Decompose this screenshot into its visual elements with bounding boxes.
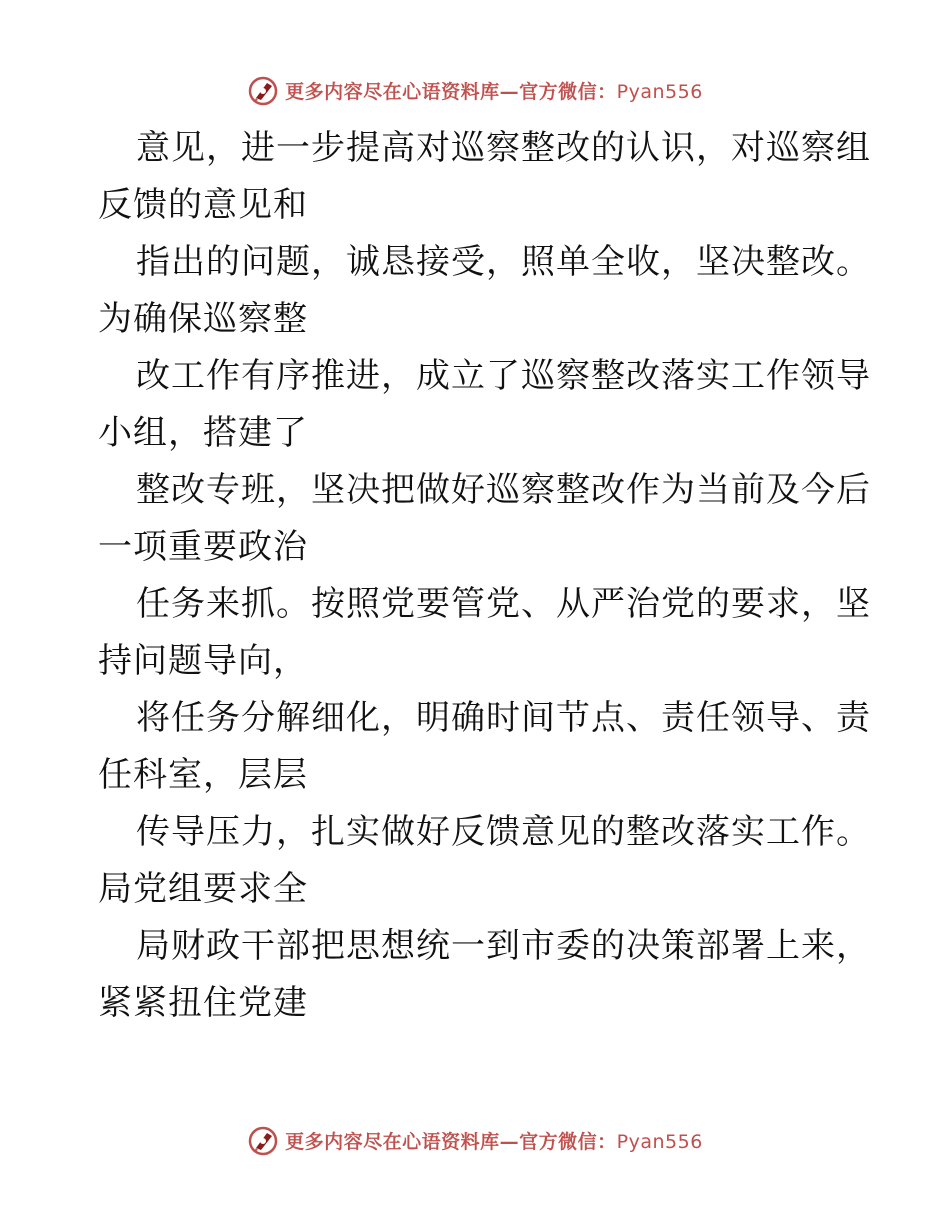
document-body [98,120,871,1032]
paragraph [98,234,871,348]
paragraph [98,120,871,234]
paragraph [98,918,871,1032]
paragraph-line: 小组，搭建了 [98,413,308,453]
paragraph-line: 局财政干部把思想统一到市委的决策部署上来， [136,926,871,966]
pen-logo-icon [247,1124,279,1156]
paragraph-line: 指出的问题，诚恳接受，照单全收，坚决整改。 [136,242,871,282]
paragraph [98,348,871,462]
footer-banner [0,1120,950,1160]
paragraph-line: 传导压力，扎实做好反馈意见的整改落实工作。 [136,812,871,852]
paragraph [98,804,871,918]
paragraph-line: 任科室，层层 [98,755,308,795]
header-wechat-id: Pyan556 [616,80,703,103]
paragraph-line: 意见，进一步提高对巡察整改的认识，对巡察组 [136,128,871,168]
paragraph-line: 局党组要求全 [98,869,308,909]
paragraph [98,462,871,576]
paragraph-line: 一项重要政治 [98,527,308,567]
footer-wechat-id: Pyan556 [616,1130,703,1153]
paragraph-line: 将任务分解细化，明确时间节点、责任领导、责 [136,698,871,738]
paragraph-line: 紧紧扭住党建 [98,983,308,1023]
paragraph-line: 反馈的意见和 [98,185,308,225]
pen-logo-icon [247,74,279,106]
paragraph-line: 为确保巡察整 [98,299,308,339]
footer-banner-text: 更多内容尽在心语资料库—官方微信：Pyan556 [285,1130,703,1153]
paragraph [98,690,871,804]
header-banner-text: 更多内容尽在心语资料库—官方微信：Pyan556 [285,80,703,103]
header-banner [0,70,950,110]
paragraph-line: 整改专班，坚决把做好巡察整改作为当前及今后 [136,470,871,510]
paragraph-line: 改工作有序推进，成立了巡察整改落实工作领导 [136,356,871,396]
paragraph-line: 任务来抓。按照党要管党、从严治党的要求，坚 [136,584,871,624]
paragraph-line: 持问题导向， [98,641,308,681]
paragraph [98,576,871,690]
